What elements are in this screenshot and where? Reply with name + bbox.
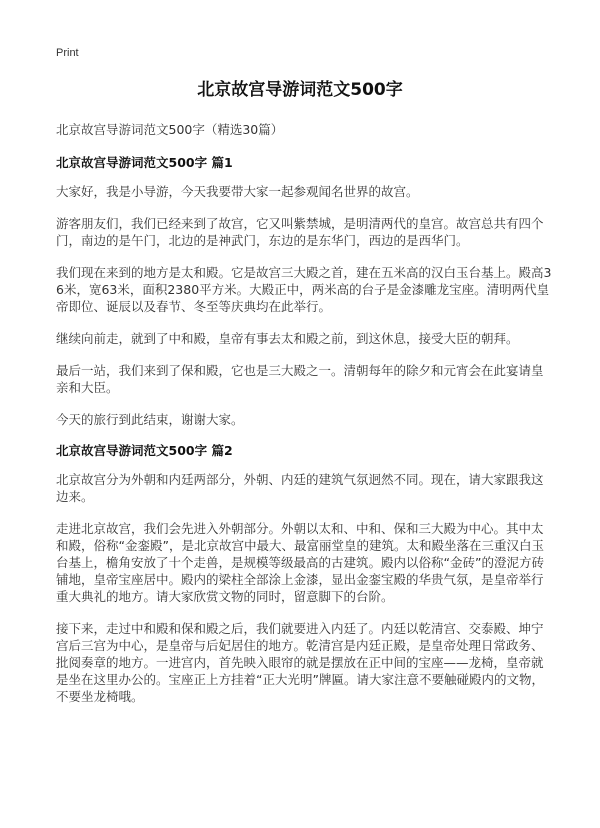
paragraph: 走进北京故宫，我们会先进入外朝部分。外朝以太和、中和、保和三大殿为中心。其中太和殿，俗称“金銮殿”，是北京故宫中最大、最富丽堂皇的建筑。太和殿坐落在三重汉白玉台基上，檐角安放了十个走兽，是规模等级最高的古建筑。殿内以俗称“金砖”的澄泥方砖铺地，皇帝宝座居中。殿内的梁柱全部涂上金漆，显出金銮宝殿的华贵气氛，是皇帝举行重大典礼的地方。请大家欣赏文物的同时，留意脚下的台阶。 <box>56 521 544 604</box>
document-subtitle: 北京故宫导游词范文500字（精选30篇） <box>56 122 284 137</box>
page-title: 北京故宫导游词范文500字 <box>197 80 403 100</box>
paragraph: 游客朋友们，我们已经来到了故宫，它又叫紫禁城，是明清两代的皇宫。故宫总共有四个门，南边的是午门，北边的是神武门，东边的是东华门，西边的是西华门。 <box>56 216 544 248</box>
paragraph: 接下来，走过中和殿和保和殿之后，我们就要进入内廷了。内廷以乾清宫、交泰殿、坤宁宫后三宫为中心，是皇帝与后妃居住的地方。乾清宫是内廷正殿，是皇帝处理日常政务、批阅奏章的地方。一进宫内，首先映入眼帘的就是摆放在正中间的宝座——龙椅，皇帝就是坐在这里办公的。宝座正上方挂着“正大光明”牌匾。请大家注意不要触碰殿内的文物，不要坐龙椅哦。 <box>56 621 544 704</box>
document-body <box>56 122 552 720</box>
paragraph: 继续向前走，就到了中和殿，皇帝有事去太和殿之前，到这休息，接受大臣的朝拜。 <box>56 331 519 346</box>
paragraph: 今天的旅行到此结束，谢谢大家。 <box>56 412 244 427</box>
section-heading-1: 北京故宫导游词范文500字 篇1 <box>56 155 233 170</box>
paragraph: 我们现在来到的地方是太和殿。它是故宫三大殿之首，建在五米高的汉白玉台基上。殿高36米，宽63米，面积2380平方米。大殿正中，两米高的台子是金漆雕龙宝座。清明两代皇帝即位、诞辰以及春节、冬至等庆典均在此举行。 <box>56 265 552 314</box>
paragraph: 最后一站，我们来到了保和殿，它也是三大殿之一。清朝每年的除夕和元宵会在此宴请皇亲和大臣。 <box>56 363 544 395</box>
paragraph: 北京故宫分为外朝和内廷两部分，外朝、内廷的建筑气氛迥然不同。现在，请大家跟我这边来。 <box>56 472 544 504</box>
paragraph: 大家好，我是小导游，今天我要带大家一起参观闻名世界的故宫。 <box>56 184 419 199</box>
section-heading-2: 北京故宫导游词范文500字 篇2 <box>56 443 233 458</box>
print-link[interactable]: Print <box>56 47 79 59</box>
